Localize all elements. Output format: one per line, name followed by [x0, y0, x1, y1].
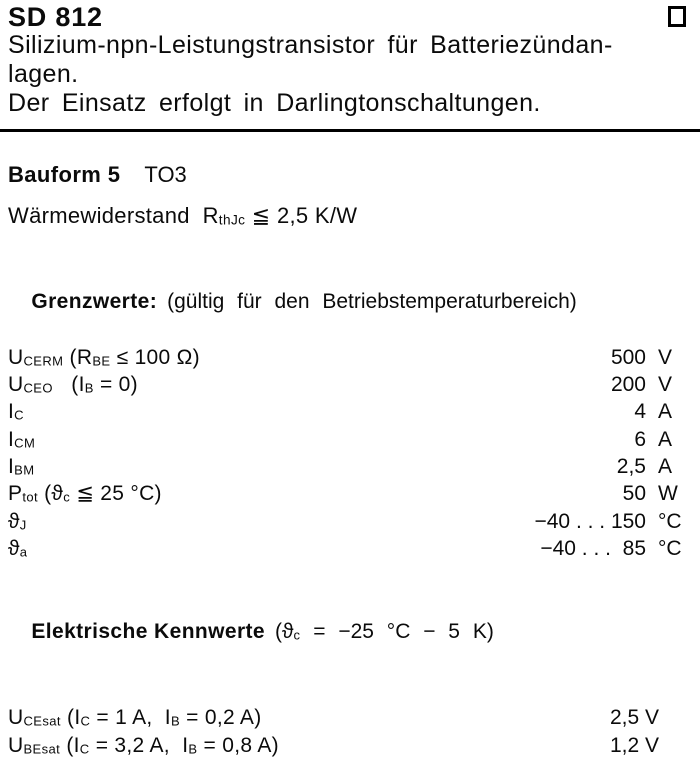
row-value: 4 — [634, 400, 646, 424]
subscript: CM — [14, 435, 36, 451]
subscript: C — [80, 713, 91, 729]
row-symbol-label: ϑa — [8, 537, 28, 561]
description-line: Der Einsatz erfolgt in Darlingtonschaltungen. — [8, 89, 541, 117]
row-symbol-label: Ptot (ϑc ≦ 25 °C) — [8, 482, 162, 506]
row-symbol-label: ϑJ — [8, 509, 27, 533]
row-unit: °C — [658, 537, 682, 561]
row-unit: A — [658, 427, 673, 451]
subscript: BEsat — [23, 741, 61, 757]
row-value: −40 . . . 85 — [540, 537, 646, 561]
row-unit: A — [658, 400, 673, 424]
subscript: CEsat — [23, 713, 61, 729]
electrical-heading: Elektrische Kennwerte — [31, 620, 266, 644]
limits-section-heading — [8, 264, 688, 339]
row-value: 50 — [622, 482, 646, 506]
row-value: 1,2 V — [609, 733, 659, 757]
row-symbol-label: UCERM (RBE ≤ 100 Ω) — [8, 345, 200, 369]
row-value: 2,5 — [616, 455, 646, 478]
row-symbol-label: UCEsat (IC = 1 A, IB = 0,2 A) — [8, 705, 262, 729]
thermal-resistance-line: Wärmewiderstand RthJc ≦ 2,5 K/W — [8, 203, 358, 228]
row-value: 500 — [610, 345, 646, 369]
row-symbol-label: ICM — [8, 427, 36, 451]
row-unit: V — [658, 345, 673, 369]
table-row — [8, 706, 688, 734]
title-row — [8, 3, 688, 31]
electrical-heading-note: (ϑc = −25 °C − 5 K) — [275, 620, 494, 644]
table-row — [8, 428, 688, 455]
device-description — [8, 31, 688, 118]
table-row — [8, 346, 688, 373]
package-value: TO3 — [144, 162, 187, 187]
subscript: c — [63, 489, 71, 505]
row-value: −40 . . . 150 — [534, 509, 646, 533]
row-unit: V — [658, 372, 673, 396]
page-title: SD 812 — [8, 2, 103, 32]
row-value: 2,5 V — [609, 705, 659, 729]
row-symbol-label: UBEsat (IC = 3,2 A, IB = 0,8 A) — [8, 733, 279, 757]
table-row — [8, 510, 688, 537]
limits-heading-note: (gültig für den Betriebstemperaturbereich) — [167, 289, 577, 313]
table-row — [8, 482, 688, 509]
row-unit: W — [658, 482, 678, 506]
subscript: BE — [92, 353, 111, 369]
limits-heading: Grenzwerte: — [31, 289, 158, 313]
subscript: B — [188, 741, 198, 757]
row-unit: A — [658, 455, 673, 478]
row-symbol-label: UCEO (IB = 0) — [8, 372, 138, 396]
subscript: C — [79, 741, 90, 757]
electrical-table — [8, 706, 688, 762]
package-label: Bauform 5 — [8, 162, 121, 187]
section-divider — [0, 129, 700, 132]
electrical-section-heading — [8, 594, 688, 673]
subscript: thJc — [218, 212, 246, 228]
square-outline-icon — [668, 6, 686, 27]
table-row — [8, 455, 688, 482]
subscript: C — [14, 407, 24, 423]
row-symbol-label: IBM — [8, 455, 35, 478]
subscript: B — [170, 713, 181, 729]
row-symbol-label: IC — [8, 400, 24, 424]
subscript: tot — [22, 489, 38, 505]
subscript: BM — [14, 462, 35, 478]
table-row — [8, 537, 688, 564]
subscript: CEO — [23, 380, 53, 396]
limits-table — [8, 346, 688, 565]
subscript: B — [84, 380, 94, 396]
subscript: c — [293, 627, 301, 643]
subscript: J — [19, 517, 27, 533]
row-value: 200 — [610, 372, 646, 396]
table-row — [8, 373, 688, 400]
subscript: CERM — [23, 353, 64, 369]
description-line: lagen. — [8, 60, 79, 88]
description-line: Silizium-npn-Leistungstransistor für Batteriezündan- — [8, 31, 613, 59]
page-header — [8, 3, 688, 118]
row-value: 6 — [634, 427, 646, 451]
table-row — [8, 400, 688, 427]
package-line — [8, 162, 688, 188]
subscript: a — [19, 544, 28, 560]
table-row — [8, 734, 688, 762]
row-unit: °C — [658, 509, 682, 533]
